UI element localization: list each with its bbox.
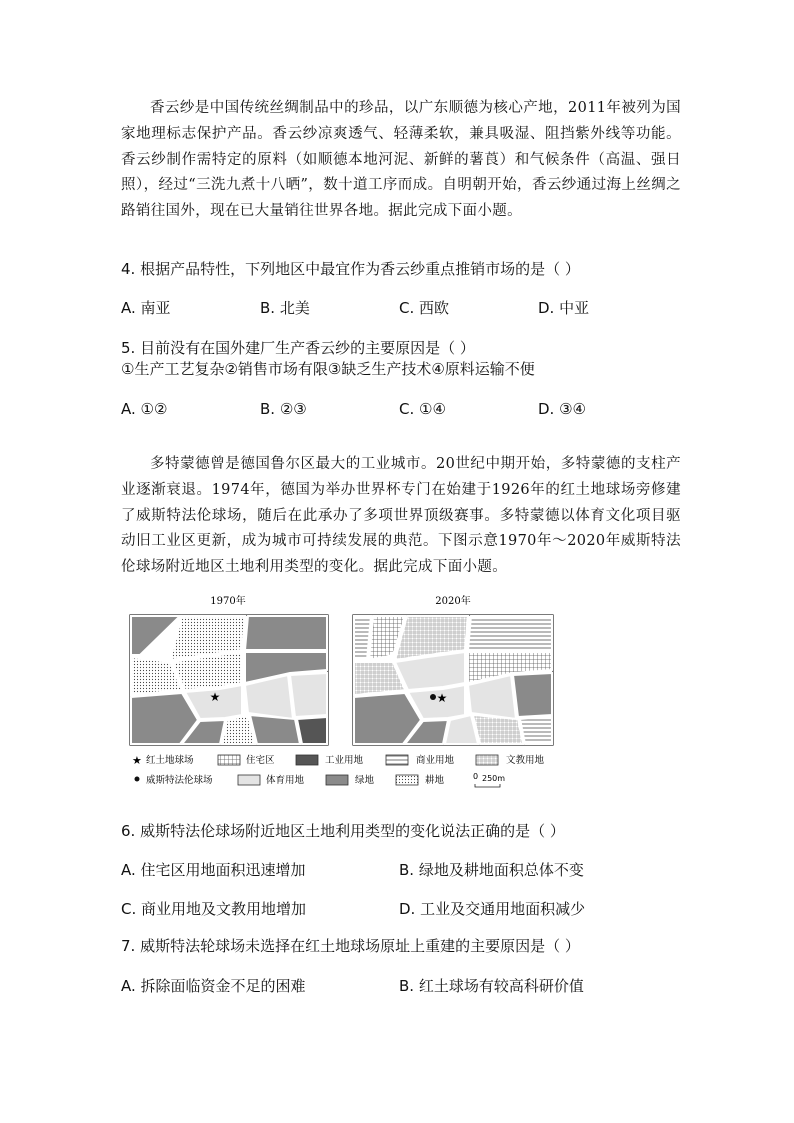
- question-6-stem: 6. 威斯特法伦球场附近地区土地利用类型的变化说法正确的是（ ）: [121, 822, 565, 840]
- scale-zero: 0: [473, 772, 479, 781]
- q6-option-a: A. 住宅区用地面积迅速增加: [121, 861, 306, 879]
- q4-option-a: A. 南亚: [121, 299, 171, 317]
- map-1970: [130, 615, 328, 745]
- legend-commercial: 商业用地: [416, 755, 455, 766]
- q7-option-b: B. 红土球场有较高科研价值: [399, 977, 584, 995]
- map-1970-title: 1970年: [210, 596, 246, 607]
- q4-option-b: B. 北美: [260, 299, 310, 317]
- star-icon: ★: [132, 754, 142, 767]
- scale-bar: [475, 784, 500, 787]
- map-legend: [132, 754, 545, 787]
- q5-option-a: A. ①②: [121, 400, 168, 418]
- land-use-figure: [128, 595, 558, 795]
- question-5-stem: 5. 目前没有在国外建厂生产香云纱的主要原因是（ ）: [121, 339, 475, 357]
- red-clay-stadium-marker-2020: ★: [436, 691, 448, 705]
- land-use-maps: [128, 595, 558, 795]
- q7-option-a: A. 拆除面临资金不足的困难: [121, 977, 306, 995]
- q5-option-b: B. ②③: [260, 400, 307, 418]
- red-clay-stadium-marker-1970: ★: [209, 690, 221, 704]
- q5-option-d: D. ③④: [538, 400, 586, 418]
- legend-westfalen-stadium: 威斯特法伦球场: [146, 775, 213, 786]
- q4-option-c: C. 西欧: [399, 299, 450, 317]
- legend-farmland: 耕地: [425, 775, 445, 786]
- passage-dortmund: 多特蒙德曾是德国鲁尔区最大的工业城市。20世纪中期开始，多特蒙德的支柱产业逐渐衰退。1974年，德国为举办世界杯专门在始建于1926年的红土地球场旁修建了威斯特法伦球场，随后在此承办了多项世界顶级赛事。多特蒙德以体育文化项目驱动旧工业区更新，成为城市可持续发展的典范。下图示意1970年～2020年威斯特法伦球场附近地区土地利用类型的变化。据此完成下面小题。: [121, 456, 681, 576]
- map-2020: [353, 615, 553, 745]
- legend-red-clay-stadium: 红土地球场: [146, 755, 194, 766]
- legend-industrial: 工业用地: [325, 755, 364, 766]
- legend-sports: 体育用地: [266, 775, 305, 786]
- q6-option-c: C. 商业用地及文教用地增加: [121, 900, 307, 918]
- question-4-stem: 4. 根据产品特性，下列地区中最宜作为香云纱重点推销市场的是（ ）: [121, 260, 580, 278]
- westfalen-stadium-marker-2020: [430, 694, 436, 700]
- legend-green: 绿地: [355, 775, 375, 786]
- legend-education: 文教用地: [506, 755, 545, 766]
- scale-value: 250m: [482, 774, 506, 783]
- question-5-statements: ①生产工艺复杂②销售市场有限③缺乏生产技术④原料运输不便: [121, 360, 535, 378]
- dot-icon: [135, 777, 140, 782]
- q6-option-b: B. 绿地及耕地面积总体不变: [399, 861, 584, 879]
- question-7-stem: 7. 威斯特法轮球场未选择在红土地球场原址上重建的主要原因是（ ）: [121, 937, 580, 955]
- legend-residential: 住宅区: [246, 755, 275, 766]
- passage-xiangyunsha: 香云纱是中国传统丝绸制品中的珍品，以广东顺德为核心产地，2011年被列为国家地理标志保护产品。香云纱凉爽透气、轻薄柔软，兼具吸湿、阻挡紫外线等功能。香云纱制作需特定的原料（如顺德本地河泥、新鲜的薯莨）和气候条件（高温、强日照），经过“三洗九煮十八晒”，数十道工序而成。自明朝开始，香云纱通过海上丝绸之路销往国外，现在已大量销往世界各地。据此完成下面小题。: [121, 100, 681, 220]
- map-2020-title: 2020年: [435, 596, 471, 607]
- q5-option-c: C. ①④: [399, 400, 446, 418]
- q4-option-d: D. 中亚: [538, 299, 590, 317]
- q6-option-d: D. 工业及交通用地面积减少: [399, 900, 586, 918]
